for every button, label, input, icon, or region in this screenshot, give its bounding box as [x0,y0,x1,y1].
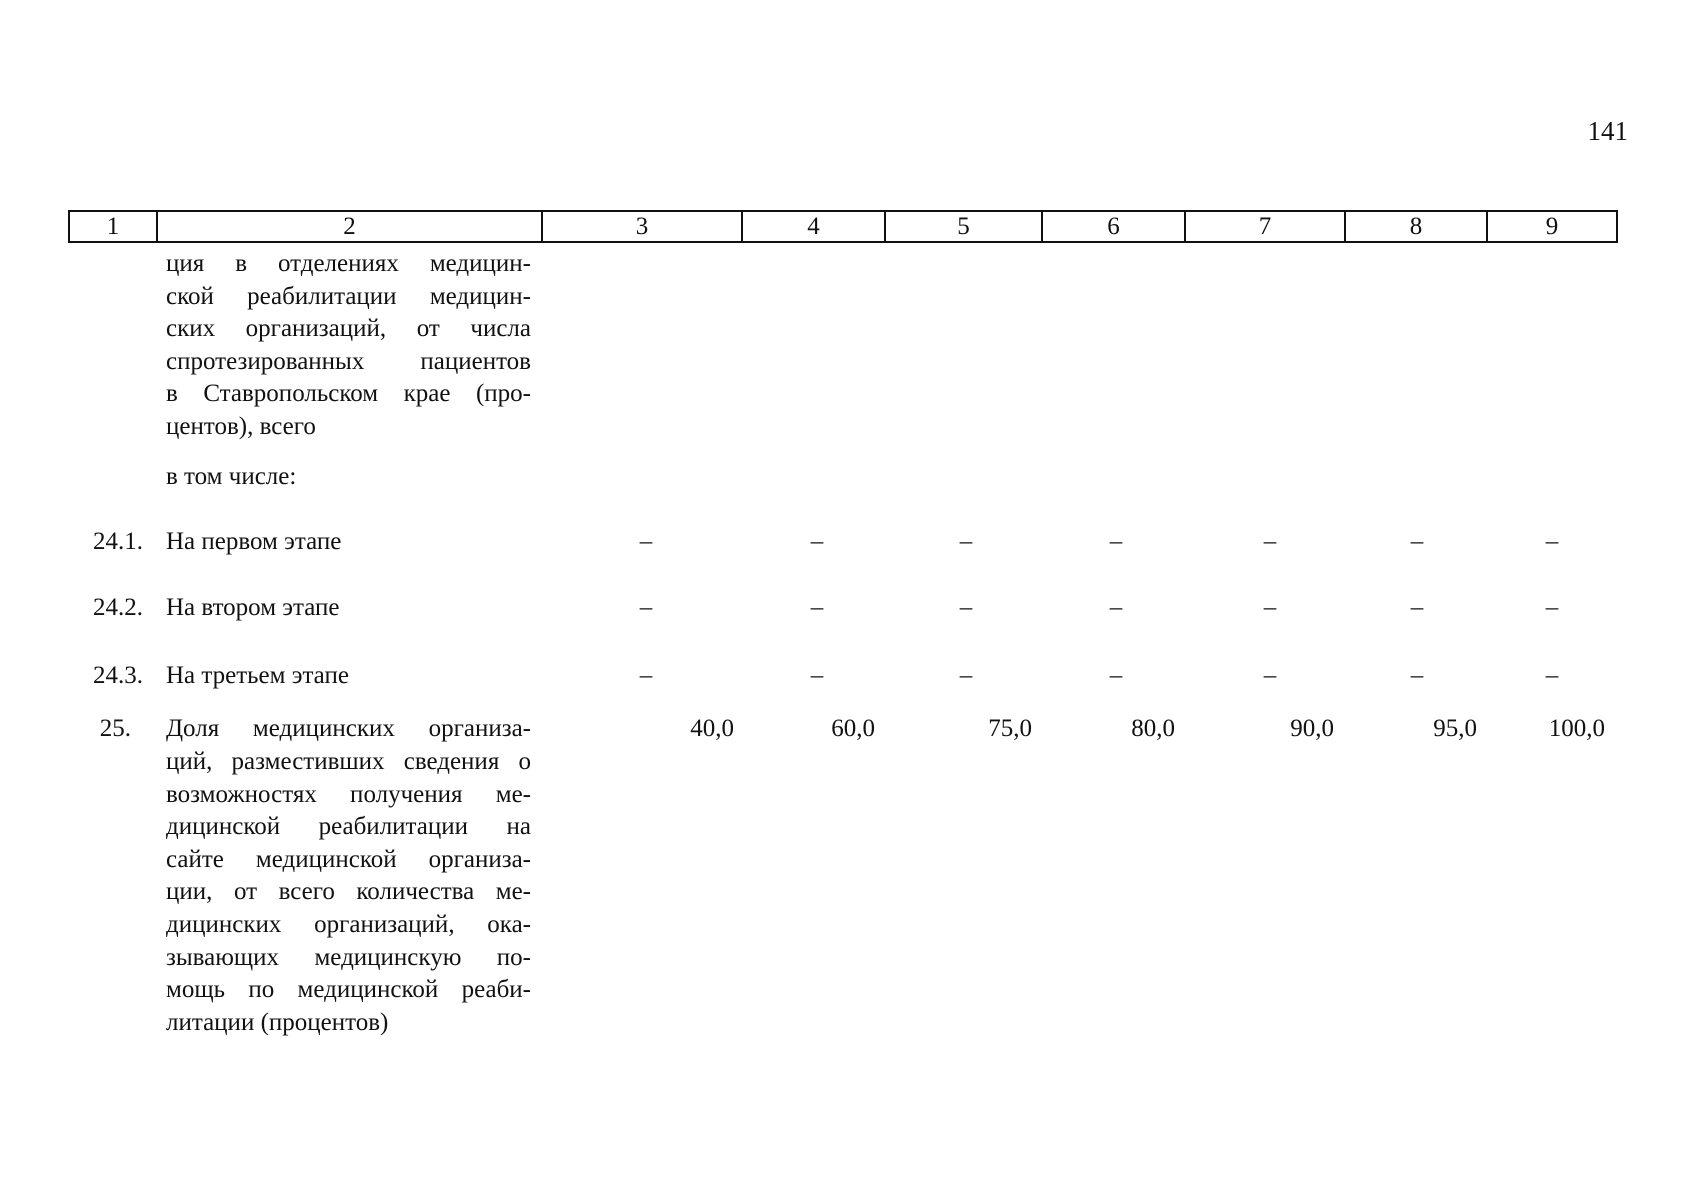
row-value-dash: – [1109,594,1123,621]
row24-continuation-line: спротезированных пациентов [166,348,531,375]
row25-value: 40,0 [690,715,734,742]
row25-label-line: ции, от всего количества ме- [166,878,531,905]
row25-value: 90,0 [1290,715,1334,742]
row-value-dash: – [959,594,973,621]
row24-continuation-line: центов), всего [166,413,316,440]
header-col-4: 4 [743,212,886,241]
row25-label-line: литации (процентов) [166,1009,389,1036]
header-col-3: 3 [543,212,743,241]
row24-continuation-line: ских организаций, от числа [166,315,531,342]
in-that-number-label: в том числе: [166,463,297,490]
header-col-7: 7 [1186,212,1346,241]
header-col-9: 9 [1545,213,1559,240]
row-number: 25. [99,715,131,742]
row24-continuation-line: ской реабилитации медицин- [166,283,531,310]
row-value-dash: – [1545,662,1559,689]
row-value-dash: – [1410,528,1424,555]
row25-value: 75,0 [988,715,1032,742]
row25-label-line: ций, разместивших сведения о [166,748,531,775]
row-value-dash: – [959,662,973,689]
header-col-8: 8 [1346,212,1488,241]
row-label: На втором этапе [166,594,340,621]
row25-value: 60,0 [831,715,875,742]
row25-value: 100,0 [1548,715,1605,742]
row24-continuation-line: в Ставропольском крае (про- [166,380,531,407]
row-number: 24.1. [93,528,143,555]
row-value-dash: – [1263,594,1277,621]
row-value-dash: – [639,528,653,555]
row-value-dash: – [810,662,824,689]
row25-value: 95,0 [1433,715,1477,742]
row-value-dash: – [959,528,973,555]
row-value-dash: – [810,528,824,555]
page-number: 141 [1587,116,1628,146]
column-number-header [68,210,1618,243]
header-col-2: 2 [158,212,543,241]
row25-value: 80,0 [1131,715,1175,742]
row-label: На первом этапе [166,528,342,555]
row25-label-line: дицинских организаций, ока- [166,911,531,938]
row-value-dash: – [639,662,653,689]
row-value-dash: – [1263,662,1277,689]
row25-label-line: сайте медицинской организа- [166,846,531,873]
row25-label-line: мощь по медицинской реаби- [166,976,531,1003]
row-number: 24.3. [93,662,143,689]
row-number: 24.2. [93,594,143,621]
row25-label-line: Доля медицинских организа- [166,715,531,742]
row24-continuation-line: ция в отделениях медицин- [166,250,531,277]
header-col-1: 1 [70,212,158,241]
row25-label-line: дицинской реабилитации на [166,813,531,840]
row-value-dash: – [810,594,824,621]
row-value-dash: – [1109,528,1123,555]
row-value-dash: – [1109,662,1123,689]
row-value-dash: – [1263,528,1277,555]
row25-label-line: зывающих медицинскую по- [166,944,531,971]
row-value-dash: – [1545,528,1559,555]
header-col-5: 5 [886,212,1043,241]
row-value-dash: – [639,594,653,621]
header-col-6: 6 [1043,212,1186,241]
row-label: На третьем этапе [166,662,349,689]
row25-label-line: возможностях получения ме- [166,781,531,808]
row-value-dash: – [1545,594,1559,621]
row-value-dash: – [1410,594,1424,621]
row-value-dash: – [1410,662,1424,689]
